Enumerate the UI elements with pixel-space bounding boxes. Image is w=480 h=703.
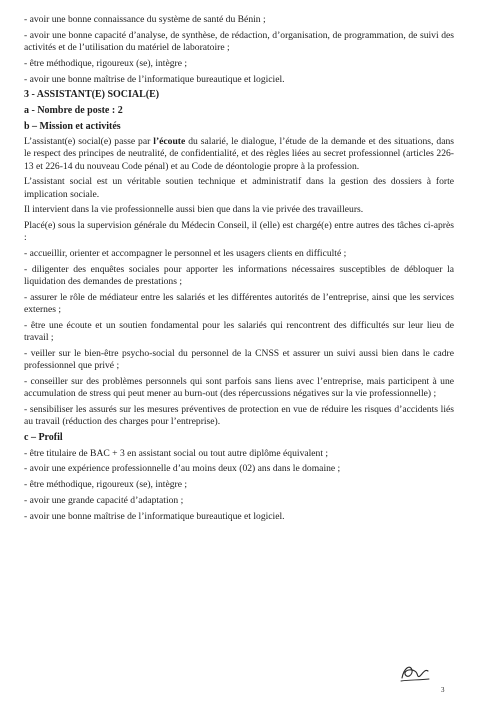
task-item: - accueillir, orienter et accompagner le personnel et les usagers clients en difficulté ;	[24, 248, 347, 260]
profile-item: - avoir une expérience professionnelle d’au moins deux (02) ans dans le domaine ;	[24, 463, 341, 475]
profile-item: - être titulaire de BAC + 3 en assistant social ou tout autre diplôme équivalent ;	[24, 447, 329, 459]
scope-paragraph: Il intervient dans la vie professionnelle aussi bien que dans la vie privée des travailleurs.	[24, 204, 364, 216]
task-item: - être une écoute et un soutien fondamental pour les salariés qui rencontrent des difficultés sur leur lieu de travail ;	[24, 319, 454, 344]
requirement-item: - être méthodique, rigoureux (se), intègre ;	[24, 57, 188, 69]
mission-intro	[24, 136, 454, 173]
task-item: - veiller sur le bien-être psycho-social du personnel de la CNSS et assurer un suivi aussi bien dans le cadre professionnel que privé ;	[24, 347, 454, 372]
profile-item: - être méthodique, rigoureux (se), intègre ;	[24, 479, 188, 491]
requirement-item: - avoir une bonne capacité d’analyse, de synthèse, de rédaction, d’organisation, de programmation, de suivi des activités et de l’utilisation du matériel de laboratoire ;	[24, 29, 454, 53]
profile-heading: c – Profil	[24, 431, 63, 443]
task-item: - assurer le rôle de médiateur entre les salariés et les différentes autorités de l’entreprise, ainsi que les services externes ;	[24, 291, 454, 316]
profile-item: - avoir une bonne maîtrise de l’informatique bureautique et logiciel.	[24, 510, 285, 522]
posts-heading: a - Nombre de poste : 2	[24, 104, 123, 116]
task-item: - diligenter des enquêtes sociales pour apporter les informations nécessaires susceptibles de débloquer la liquidation des demandes de prestations ;	[24, 263, 454, 288]
task-item: - sensibiliser les assurés sur les mesures préventives de protection en vue de réduire les risques d’accidents liés au travail (réduction des charges pour l’entreprise).	[24, 403, 454, 428]
task-item: - conseiller sur des problèmes personnels qui sont parfois sans liens avec l’entreprise, mais participent à une accumulation de stress qui peut mener au burn-out (des répercussions négatives sur la vie professionnelle) ;	[24, 375, 454, 400]
requirement-item: - avoir une bonne connaissance du système de santé du Bénin ;	[24, 14, 266, 25]
intro-before: L’assistant(e) social(e) passe par	[24, 136, 154, 148]
support-paragraph: L’assistant social est un véritable soutien technique et administratif dans la gestion des dossiers à forte implication sociale.	[24, 176, 454, 200]
supervision-paragraph: Placé(e) sous la supervision générale du Médecin Conseil, il (elle) est chargé(e) entre autres des tâches ci-après :	[24, 220, 454, 244]
intro-bold: l’écoute	[153, 136, 186, 148]
mission-heading: b – Mission et activités	[24, 120, 121, 132]
profile-item: - avoir une grande capacité d’adaptation ;	[24, 494, 184, 506]
signature-initials-icon	[398, 660, 432, 684]
requirement-item: - avoir une bonne maîtrise de l’informatique bureautique et logiciel.	[24, 73, 285, 85]
page-number: 3	[441, 686, 445, 694]
section-title: 3 - ASSISTANT(E) SOCIAL(E)	[24, 89, 160, 101]
intro-after: du salarié, le dialogue, l’étude de la demande et des situations, dans le respect des principes de neutralité, de confidentialité, et des règles liées au secret professionnel (articles 226-13 et 226-14 du nouveau Code pénal) et au Code de déontologie propre à la profession.	[24, 136, 454, 172]
